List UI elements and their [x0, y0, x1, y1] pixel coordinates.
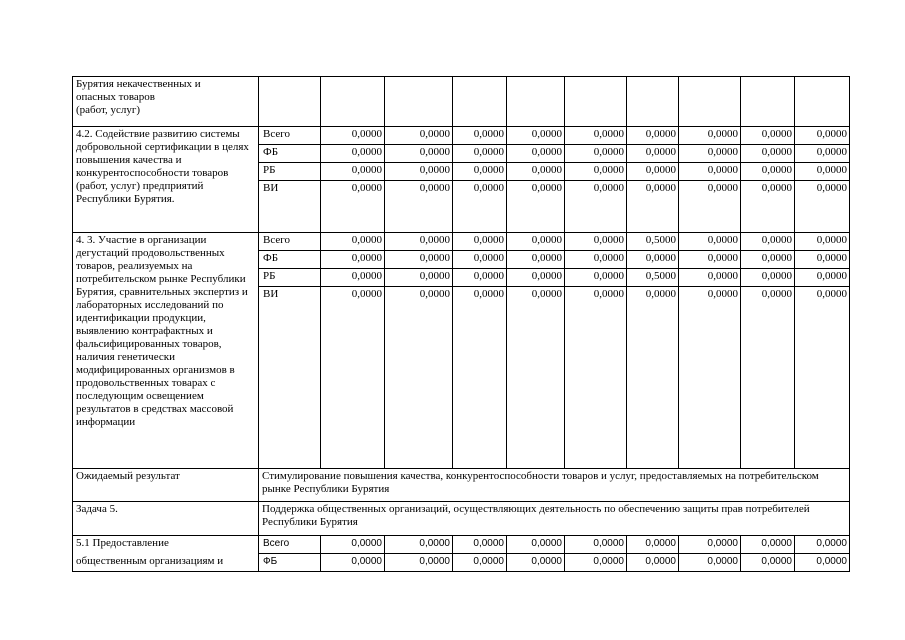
value-cell: 0,0000 — [385, 145, 453, 163]
value-cell: 0,0000 — [565, 163, 627, 181]
value-cell: 0,0000 — [795, 181, 850, 233]
section-label: 5.1 Предоставление — [73, 536, 259, 554]
funding-table — [72, 76, 850, 572]
value-cell: 0,0000 — [321, 163, 385, 181]
expected-result-row — [73, 469, 850, 502]
value-cell: 0,0000 — [795, 145, 850, 163]
table-row — [73, 536, 850, 554]
value-cell: 0,0000 — [565, 127, 627, 145]
value-cell: 0,0000 — [679, 536, 741, 554]
value-cell: 0,0000 — [385, 163, 453, 181]
value-cell: 0,0000 — [627, 145, 679, 163]
value-cell: 0,0000 — [453, 163, 507, 181]
value-cell: 0,0000 — [795, 163, 850, 181]
value-cell: 0,0000 — [565, 233, 627, 251]
row-top — [73, 77, 850, 127]
value-cell: 0,0000 — [453, 287, 507, 469]
value-cell: 0,0000 — [321, 127, 385, 145]
value-cell: 0,0000 — [321, 251, 385, 269]
value-cell: 0,0000 — [507, 269, 565, 287]
value-cell: 0,0000 — [741, 536, 795, 554]
value-cell: 0,0000 — [321, 269, 385, 287]
value-cell: 0,0000 — [627, 554, 679, 572]
funding-source: РБ — [259, 163, 321, 181]
funding-source: ФБ — [259, 145, 321, 163]
funding-source: ФБ — [259, 554, 321, 572]
value-cell: 0,0000 — [507, 145, 565, 163]
value-cell: 0,0000 — [321, 233, 385, 251]
task5-row — [73, 502, 850, 536]
value-cell: 0,0000 — [385, 233, 453, 251]
table-row — [73, 554, 850, 572]
funding-source: Всего — [259, 536, 321, 554]
value-cell: 0,0000 — [453, 127, 507, 145]
funding-source: Всего — [259, 127, 321, 145]
task5-row-text: Поддержка общественных организаций, осуществляющих деятельность по обеспечению защиты прав потребителей Республики Бурятия — [259, 502, 850, 536]
value-cell: 0,0000 — [321, 554, 385, 572]
table-row — [73, 233, 850, 251]
value-cell: 0,0000 — [741, 127, 795, 145]
value-cell: 0,0000 — [679, 163, 741, 181]
funding-source: РБ — [259, 269, 321, 287]
funding-source: Всего — [259, 233, 321, 251]
value-cell: 0,0000 — [453, 536, 507, 554]
value-cell: 0,0000 — [321, 536, 385, 554]
value-cell: 0,5000 — [627, 233, 679, 251]
funding-source: ВИ — [259, 287, 321, 469]
value-cell: 0,0000 — [627, 536, 679, 554]
funding-source: ВИ — [259, 181, 321, 233]
value-cell: 0,0000 — [565, 269, 627, 287]
value-cell: 0,0000 — [453, 554, 507, 572]
row-top-label: Бурятия некачественных и опасных товаров (работ, услуг) — [73, 77, 259, 127]
value-cell: 0,0000 — [741, 287, 795, 469]
value-cell: 0,0000 — [385, 554, 453, 572]
value-cell: 0,5000 — [627, 269, 679, 287]
value-cell: 0,0000 — [741, 554, 795, 572]
value-cell: 0,0000 — [565, 287, 627, 469]
value-cell: 0,0000 — [507, 536, 565, 554]
value-cell: 0,0000 — [679, 287, 741, 469]
value-cell: 0,0000 — [679, 127, 741, 145]
value-cell: 0,0000 — [321, 145, 385, 163]
value-cell: 0,0000 — [507, 233, 565, 251]
value-cell: 0,0000 — [627, 181, 679, 233]
value-cell: 0,0000 — [627, 251, 679, 269]
value-cell: 0,0000 — [741, 269, 795, 287]
value-cell: 0,0000 — [321, 287, 385, 469]
value-cell: 0,0000 — [679, 233, 741, 251]
value-cell: 0,0000 — [741, 145, 795, 163]
value-cell: 0,0000 — [795, 269, 850, 287]
value-cell: 0,0000 — [679, 554, 741, 572]
funding-source: ФБ — [259, 251, 321, 269]
value-cell: 0,0000 — [679, 251, 741, 269]
expected-result-row-label: Ожидаемый результат — [73, 469, 259, 502]
value-cell: 0,0000 — [741, 181, 795, 233]
value-cell: 0,0000 — [453, 181, 507, 233]
value-cell: 0,0000 — [741, 251, 795, 269]
value-cell: 0,0000 — [507, 554, 565, 572]
value-cell: 0,0000 — [679, 181, 741, 233]
value-cell: 0,0000 — [453, 269, 507, 287]
value-cell: 0,0000 — [565, 536, 627, 554]
value-cell: 0,0000 — [507, 181, 565, 233]
value-cell: 0,0000 — [627, 287, 679, 469]
section-label: общественным организациям и — [73, 554, 259, 572]
value-cell: 0,0000 — [453, 251, 507, 269]
value-cell: 0,0000 — [741, 163, 795, 181]
value-cell: 0,0000 — [679, 145, 741, 163]
value-cell: 0,0000 — [507, 127, 565, 145]
value-cell: 0,0000 — [795, 287, 850, 469]
value-cell: 0,0000 — [453, 233, 507, 251]
value-cell: 0,0000 — [507, 287, 565, 469]
value-cell: 0,0000 — [507, 251, 565, 269]
value-cell: 0,0000 — [795, 536, 850, 554]
value-cell: 0,0000 — [321, 181, 385, 233]
value-cell: 0,0000 — [795, 233, 850, 251]
value-cell: 0,0000 — [565, 145, 627, 163]
value-cell: 0,0000 — [385, 269, 453, 287]
table-row — [73, 127, 850, 145]
value-cell: 0,0000 — [507, 163, 565, 181]
value-cell: 0,0000 — [627, 127, 679, 145]
value-cell: 0,0000 — [795, 554, 850, 572]
value-cell: 0,0000 — [795, 251, 850, 269]
value-cell: 0,0000 — [795, 127, 850, 145]
value-cell: 0,0000 — [385, 251, 453, 269]
value-cell: 0,0000 — [385, 287, 453, 469]
value-cell: 0,0000 — [565, 251, 627, 269]
value-cell: 0,0000 — [385, 127, 453, 145]
value-cell: 0,0000 — [565, 181, 627, 233]
task5-row-label: Задача 5. — [73, 502, 259, 536]
value-cell: 0,0000 — [385, 536, 453, 554]
section-label: 4.2. Содействие развитию системы добровольной сертификации в целях повышения качества и конкурентоспособности товаров (работ, услуг) предприятий Республики Бурятия. — [73, 127, 259, 233]
expected-result-row-text: Стимулирование повышения качества, конкурентоспособности товаров и услуг, предоставляемых на потребительском рынке Республики Бурятия — [259, 469, 850, 502]
value-cell: 0,0000 — [385, 181, 453, 233]
value-cell: 0,0000 — [627, 163, 679, 181]
value-cell: 0,0000 — [565, 554, 627, 572]
value-cell: 0,0000 — [741, 233, 795, 251]
section-label: 4. 3. Участие в организации дегустаций продовольственных товаров, реализуемых на потребительском рынке Республики Бурятия, сравнительных экспертиз и лабораторных исследований по идентификации продукции, выявлению контрафактных и фальсифицированных товаров, наличия генетически модифицированных организмов в продовольственных товарах с последующим освещением результатов в средствах массовой информации — [73, 233, 259, 469]
value-cell: 0,0000 — [453, 145, 507, 163]
value-cell: 0,0000 — [679, 269, 741, 287]
